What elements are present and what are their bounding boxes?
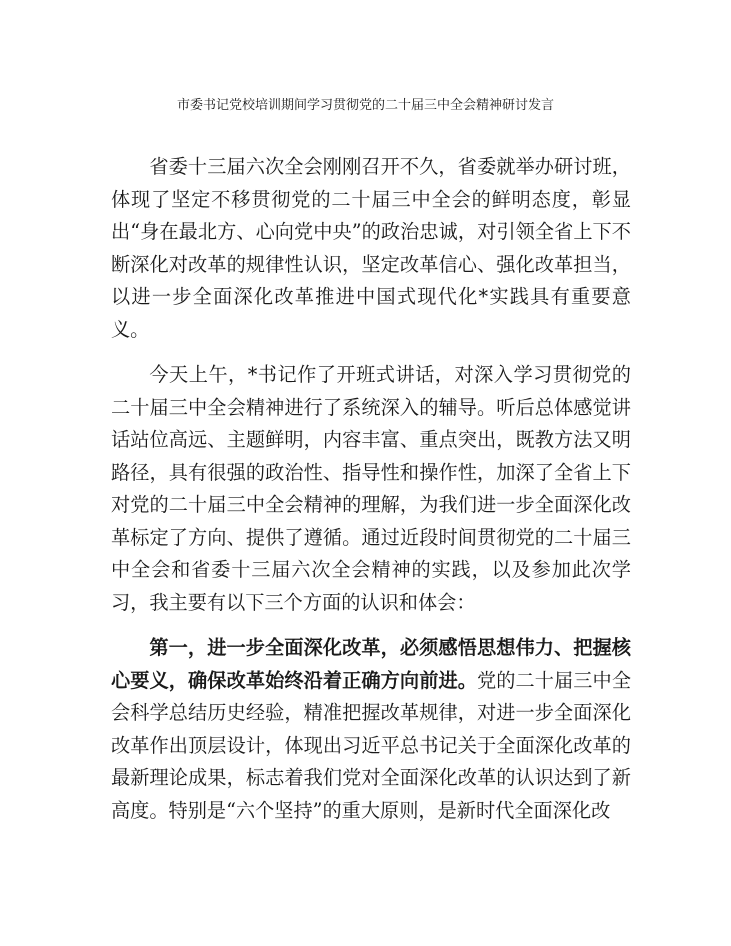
document-title: 市委书记党校培训期间学习贯彻党的二十届三中全会精神研讨发言 [176, 98, 554, 113]
paragraph-3-heading: 第一，进一步全面深化改革，必须感悟思想伟力、把握核心要义，确保改革始终沿着正确方向前进。 [111, 636, 631, 692]
paragraph-1 [111, 151, 631, 346]
paragraph-2-text: 今天上午，*书记作了开班式讲话，对深入学习贯彻党的二十届三中全会精神进行了系统深入的辅导。听后总体感觉讲话站位高远、主题鲜明，内容丰富、重点突出，既教方法又明路径，具有很强的政治性、指导性和操作性，加深了全省上下对党的二十届三中全会精神的理解，为我们进一步全面深化改革标定了方向、提供了遵循。通过近段时间贯彻党的二十届三中全会和省委十三届六次全会精神的实践，以及参加此次学习，我主要有以下三个方面的认识和体会： [111, 363, 631, 614]
paragraph-2 [111, 359, 631, 619]
paragraph-1-text: 省委十三届六次全会刚刚召开不久，省委就举办研讨班，体现了坚定不移贯彻党的二十届三中全会的鲜明态度，彰显出“身在最北方、心向党中央”的政治忠诚，对引领全省上下不断深化对改革的规律性认识，坚定改革信心、强化改革担当，以进一步全面深化改革推进中国式现代化*实践具有重要意义。 [111, 155, 631, 341]
document-body [111, 151, 631, 840]
paragraph-3-text: 党的二十届三中全会科学总结历史经验，精准把握改革规律，对进一步全面深化改革作出顶层设计，体现出习近平总书记关于全面深化改革的最新理论成果，标志着我们党对全面深化改革的认识达到了新高度。特别是“六个坚持”的重大原则，是新时代全面深化改 [111, 668, 632, 822]
paragraph-3 [111, 632, 631, 827]
